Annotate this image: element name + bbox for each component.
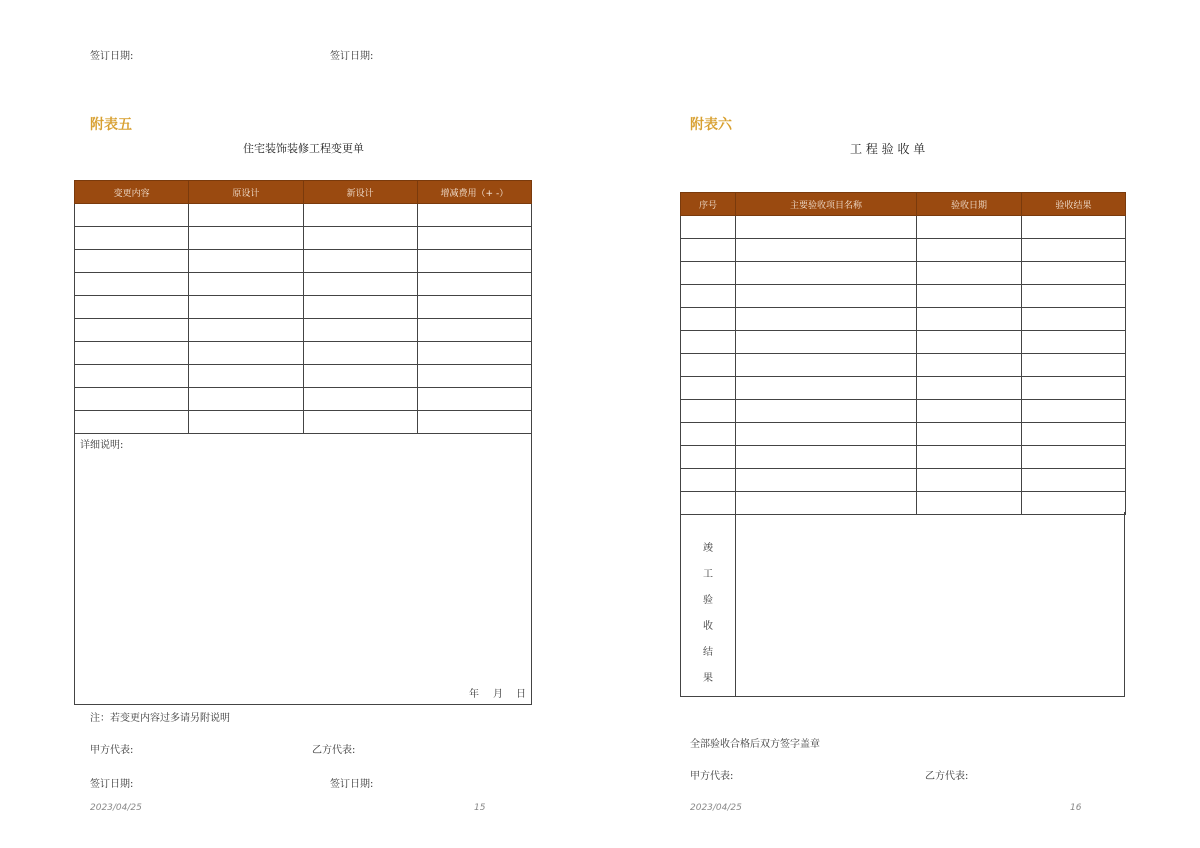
table-cell[interactable] bbox=[681, 400, 736, 423]
table-cell[interactable] bbox=[189, 365, 303, 388]
table-cell[interactable] bbox=[917, 285, 1022, 308]
acceptance-table bbox=[680, 192, 1126, 515]
detail-description-box[interactable] bbox=[74, 432, 532, 705]
date-month-mark: 月 bbox=[493, 689, 503, 700]
table-row bbox=[681, 469, 1126, 492]
table-cell[interactable] bbox=[917, 377, 1022, 400]
table-cell[interactable] bbox=[75, 342, 189, 365]
table-cell[interactable] bbox=[189, 250, 303, 273]
table-cell[interactable] bbox=[917, 446, 1022, 469]
change-order-title: 住宅装饰装修工程变更单 bbox=[243, 142, 364, 155]
top-sign-date-b: 签订日期: bbox=[330, 51, 374, 62]
result-label-char: 验 bbox=[703, 595, 713, 606]
table-row bbox=[75, 365, 532, 388]
table-cell[interactable] bbox=[917, 239, 1022, 262]
table-cell[interactable] bbox=[1022, 262, 1126, 285]
table-cell[interactable] bbox=[417, 388, 531, 411]
party-a-label: 甲方代表: bbox=[90, 745, 134, 756]
appendix-6-heading: 附表六 bbox=[690, 117, 732, 133]
party-b-label: 乙方代表: bbox=[925, 771, 969, 782]
change-order-table bbox=[74, 180, 532, 434]
table-cell[interactable] bbox=[417, 319, 531, 342]
table-row bbox=[75, 250, 532, 273]
note-text: 注：若变更内容过多请另附说明 bbox=[90, 713, 230, 724]
table-cell[interactable] bbox=[303, 388, 417, 411]
result-divider bbox=[735, 512, 736, 696]
table-cell[interactable] bbox=[303, 296, 417, 319]
col-new-design: 新设计 bbox=[303, 181, 417, 204]
result-label-char: 结 bbox=[703, 647, 713, 658]
table-cell[interactable] bbox=[681, 446, 736, 469]
table-cell[interactable] bbox=[417, 273, 531, 296]
table-cell[interactable] bbox=[736, 239, 917, 262]
table-row bbox=[681, 446, 1126, 469]
detail-label: 详细说明: bbox=[80, 440, 124, 451]
table-cell[interactable] bbox=[1022, 423, 1126, 446]
col-inspection-item: 主要验收项目名称 bbox=[736, 193, 917, 216]
table-cell[interactable] bbox=[736, 216, 917, 239]
table-row bbox=[681, 216, 1126, 239]
table-cell[interactable] bbox=[189, 227, 303, 250]
table-cell[interactable] bbox=[75, 411, 189, 434]
table-cell[interactable] bbox=[75, 365, 189, 388]
table-row bbox=[75, 342, 532, 365]
table-cell[interactable] bbox=[681, 308, 736, 331]
table-cell[interactable] bbox=[1022, 446, 1126, 469]
col-cost-change: 增减费用（+ -） bbox=[417, 181, 531, 204]
appendix-5-heading: 附表五 bbox=[90, 117, 132, 133]
table-row bbox=[75, 204, 532, 227]
table-cell[interactable] bbox=[303, 411, 417, 434]
table-cell[interactable] bbox=[681, 354, 736, 377]
table-cell[interactable] bbox=[736, 446, 917, 469]
table-cell[interactable] bbox=[736, 285, 917, 308]
table-header-row bbox=[681, 193, 1126, 216]
completion-result-box[interactable] bbox=[680, 512, 1125, 697]
table-cell[interactable] bbox=[736, 469, 917, 492]
table-row bbox=[681, 377, 1126, 400]
table-row bbox=[75, 411, 532, 434]
col-original-design: 原设计 bbox=[189, 181, 303, 204]
table-cell[interactable] bbox=[917, 354, 1022, 377]
result-label-char: 工 bbox=[703, 569, 713, 580]
table-cell[interactable] bbox=[417, 365, 531, 388]
table-cell[interactable] bbox=[1022, 331, 1126, 354]
col-inspection-date: 验收日期 bbox=[917, 193, 1022, 216]
date-year-mark: 年 bbox=[469, 689, 479, 700]
col-change-content: 变更内容 bbox=[75, 181, 189, 204]
table-cell[interactable] bbox=[189, 411, 303, 434]
page-number: 16 bbox=[1070, 803, 1082, 813]
table-cell[interactable] bbox=[75, 250, 189, 273]
table-cell[interactable] bbox=[681, 377, 736, 400]
table-row bbox=[75, 296, 532, 319]
table-row bbox=[681, 354, 1126, 377]
table-cell[interactable] bbox=[75, 319, 189, 342]
page-number: 15 bbox=[474, 803, 486, 813]
table-cell[interactable] bbox=[681, 423, 736, 446]
table-cell[interactable] bbox=[189, 388, 303, 411]
table-row bbox=[681, 262, 1126, 285]
table-cell[interactable] bbox=[75, 273, 189, 296]
table-cell[interactable] bbox=[417, 204, 531, 227]
table-cell[interactable] bbox=[736, 377, 917, 400]
table-row bbox=[75, 388, 532, 411]
table-cell[interactable] bbox=[303, 227, 417, 250]
table-cell[interactable] bbox=[1022, 400, 1126, 423]
table-row bbox=[75, 319, 532, 342]
table-cell[interactable] bbox=[1022, 216, 1126, 239]
table-cell[interactable] bbox=[303, 250, 417, 273]
table-cell[interactable] bbox=[681, 285, 736, 308]
table-cell[interactable] bbox=[189, 204, 303, 227]
table-header-row bbox=[75, 181, 532, 204]
table-cell[interactable] bbox=[417, 296, 531, 319]
table-cell[interactable] bbox=[736, 423, 917, 446]
result-label-char: 收 bbox=[703, 621, 713, 632]
table-cell[interactable] bbox=[417, 411, 531, 434]
table-cell[interactable] bbox=[736, 400, 917, 423]
table-cell[interactable] bbox=[75, 227, 189, 250]
table-cell[interactable] bbox=[417, 227, 531, 250]
table-cell[interactable] bbox=[736, 331, 917, 354]
table-cell[interactable] bbox=[189, 342, 303, 365]
table-row bbox=[681, 308, 1126, 331]
table-cell[interactable] bbox=[736, 354, 917, 377]
approval-note: 全部验收合格后双方签字盖章 bbox=[690, 739, 820, 750]
completion-result-label bbox=[681, 536, 735, 692]
table-cell[interactable] bbox=[681, 262, 736, 285]
table-row bbox=[75, 273, 532, 296]
table-cell[interactable] bbox=[917, 469, 1022, 492]
table-cell[interactable] bbox=[1022, 308, 1126, 331]
table-cell[interactable] bbox=[189, 296, 303, 319]
table-cell[interactable] bbox=[917, 216, 1022, 239]
sign-date-a: 签订日期: bbox=[90, 779, 134, 790]
result-label-char: 果 bbox=[703, 673, 713, 684]
acceptance-form-title: 工 程 验 收 单 bbox=[850, 142, 926, 156]
table-cell[interactable] bbox=[681, 469, 736, 492]
table-cell[interactable] bbox=[681, 331, 736, 354]
col-serial-number: 序号 bbox=[681, 193, 736, 216]
table-cell[interactable] bbox=[75, 296, 189, 319]
sign-date-b: 签订日期: bbox=[330, 779, 374, 790]
table-cell[interactable] bbox=[303, 365, 417, 388]
table-cell[interactable] bbox=[303, 204, 417, 227]
table-row bbox=[681, 423, 1126, 446]
table-cell[interactable] bbox=[917, 331, 1022, 354]
table-cell[interactable] bbox=[736, 262, 917, 285]
table-cell[interactable] bbox=[417, 250, 531, 273]
table-row bbox=[681, 239, 1126, 262]
table-cell[interactable] bbox=[917, 400, 1022, 423]
table-cell[interactable] bbox=[681, 216, 736, 239]
party-b-label: 乙方代表: bbox=[312, 745, 356, 756]
footer-date: 2023/04/25 bbox=[690, 803, 742, 813]
table-cell[interactable] bbox=[1022, 239, 1126, 262]
table-cell[interactable] bbox=[1022, 377, 1126, 400]
table-cell[interactable] bbox=[1022, 469, 1126, 492]
table-cell[interactable] bbox=[681, 239, 736, 262]
table-cell[interactable] bbox=[303, 342, 417, 365]
table-cell[interactable] bbox=[417, 342, 531, 365]
table-row bbox=[75, 227, 532, 250]
table-cell[interactable] bbox=[75, 388, 189, 411]
table-cell[interactable] bbox=[1022, 354, 1126, 377]
result-label-char: 竣 bbox=[703, 543, 713, 554]
table-cell[interactable] bbox=[303, 319, 417, 342]
party-a-label: 甲方代表: bbox=[690, 771, 734, 782]
table-cell[interactable] bbox=[303, 273, 417, 296]
table-row bbox=[681, 331, 1126, 354]
table-cell[interactable] bbox=[917, 308, 1022, 331]
col-inspection-result: 验收结果 bbox=[1022, 193, 1126, 216]
table-cell[interactable] bbox=[917, 262, 1022, 285]
table-cell[interactable] bbox=[736, 308, 917, 331]
table-row bbox=[681, 285, 1126, 308]
top-sign-date-a: 签订日期: bbox=[90, 51, 134, 62]
date-day-mark: 日 bbox=[516, 689, 526, 700]
table-cell[interactable] bbox=[1022, 285, 1126, 308]
table-cell[interactable] bbox=[75, 204, 189, 227]
table-cell[interactable] bbox=[917, 423, 1022, 446]
table-row bbox=[681, 400, 1126, 423]
footer-date: 2023/04/25 bbox=[90, 803, 142, 813]
table-cell[interactable] bbox=[189, 319, 303, 342]
table-cell[interactable] bbox=[189, 273, 303, 296]
